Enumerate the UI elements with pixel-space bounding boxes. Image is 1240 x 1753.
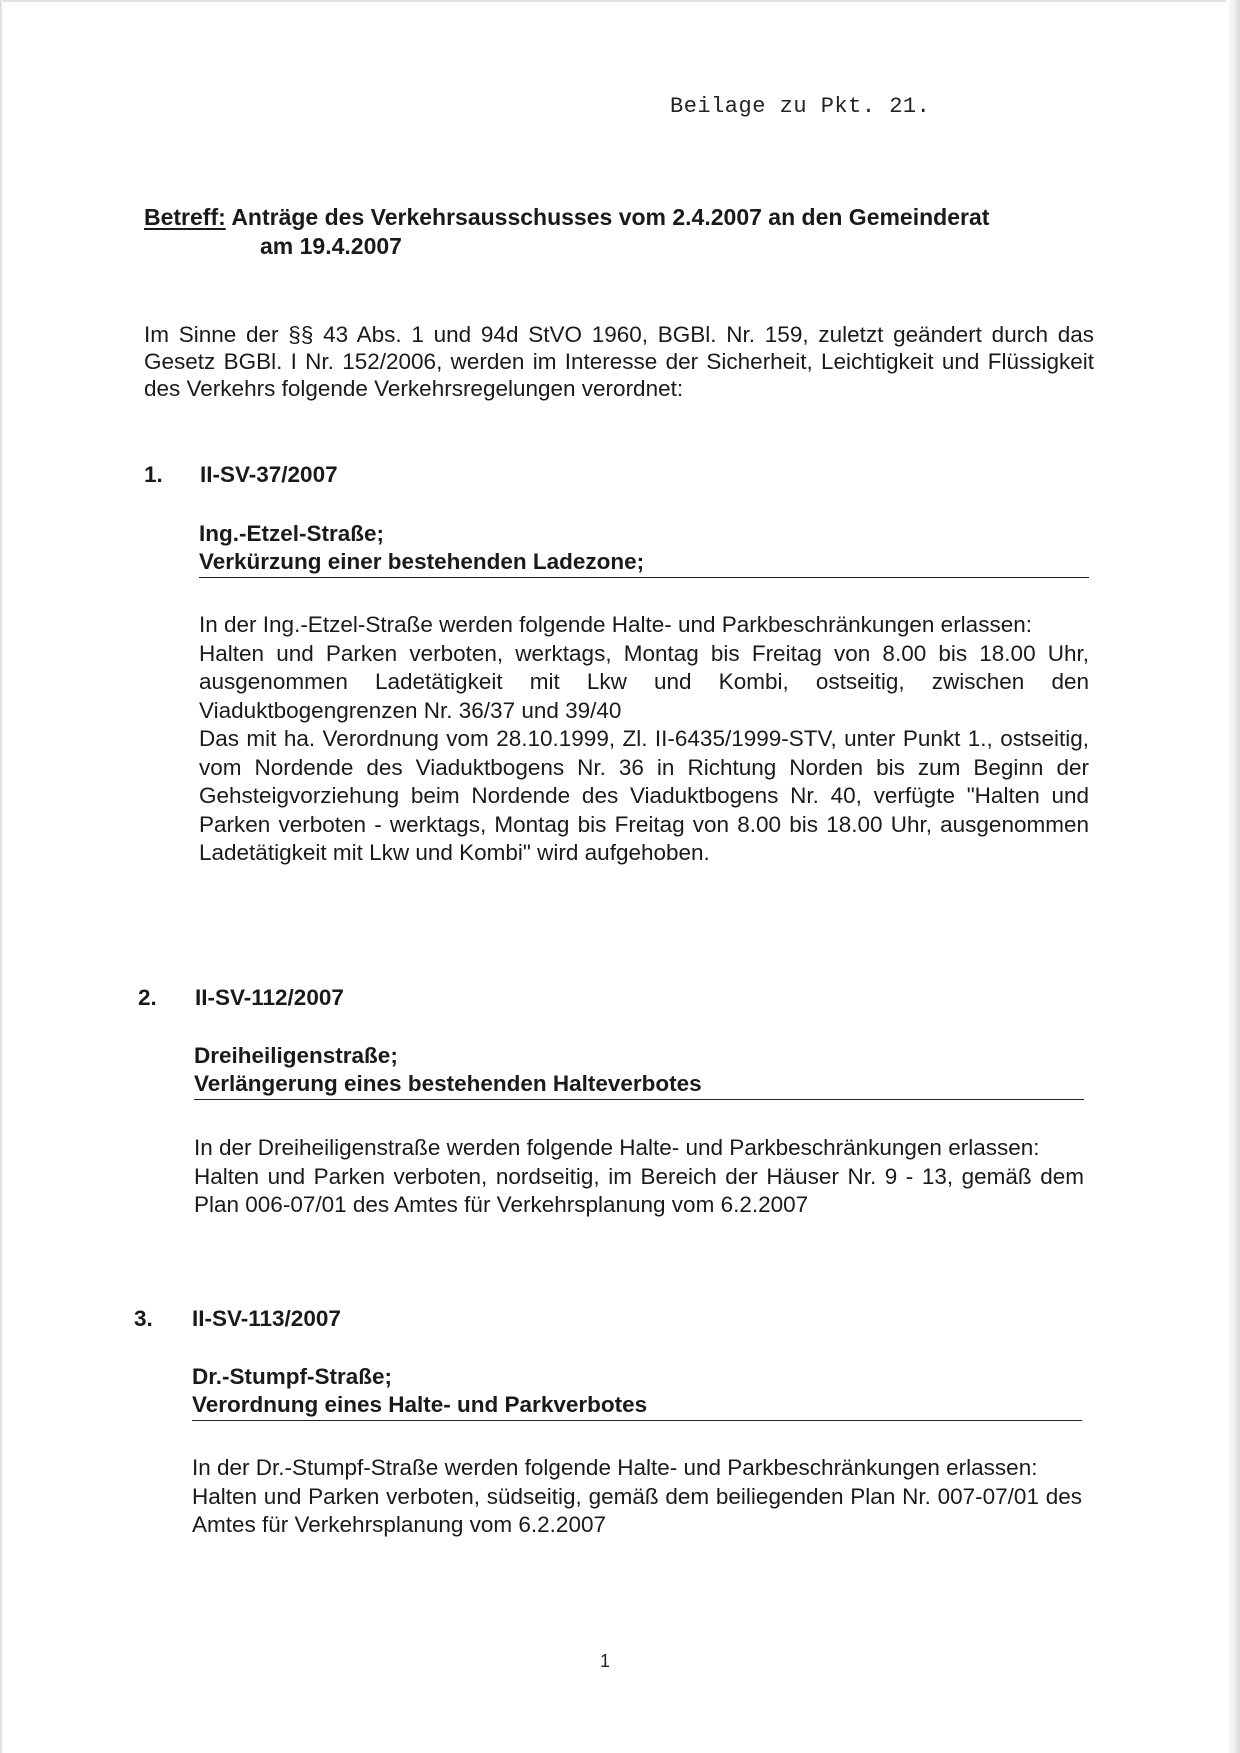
- item-1-title: [199, 520, 1089, 578]
- item-3-title: [192, 1363, 1082, 1421]
- item-2-paragraph: In der Dreiheiligenstraße werden folgende Halte- und Parkbeschränkungen erlassen:: [194, 1135, 1040, 1160]
- item-1-paragraph: Das mit ha. Verordnung vom 28.10.1999, Zl. II-6435/1999-STV, unter Punkt 1., ostseitig, vom Nordende des Viaduktbogens Nr. 36 in Richtung Norden bis zum Beginn der Gehsteigvorziehung beim Nordende des Viaduktbogens Nr. 40, verfügte "Halten und Parken verboten - werktags, Montag bis Freitag von 8.00 bis 18.00 Uhr, ausgenommen Ladetätigkeit mit Lkw und Kombi" wird aufgehoben.: [199, 726, 1089, 865]
- subject-line-2: am 19.4.2007: [260, 233, 402, 259]
- item-2-title: [194, 1042, 1084, 1100]
- item-2-subject: Verlängerung eines bestehenden Halteverbotes: [194, 1071, 702, 1096]
- item-3-paragraph: In der Dr.-Stumpf-Straße werden folgende Halte- und Parkbeschränkungen erlassen:: [192, 1455, 1038, 1480]
- item-3-number: 3.: [134, 1306, 153, 1331]
- item-3-paragraph: Halten und Parken verboten, südseitig, gemäß dem beiliegenden Plan Nr. 007-07/01 des Amtes für Verkehrsplanung vom 6.2.2007: [192, 1483, 1082, 1537]
- item-2-paragraph: Halten und Parken verboten, nordseitig, im Bereich der Häuser Nr. 9 - 13, gemäß dem Plan 006-07/01 des Amtes für Verkehrsplanung vom 6.2.2007: [194, 1163, 1084, 1217]
- item-1-paragraph: Halten und Parken verboten, werktags, Montag bis Freitag von 8.00 bis 18.00 Uhr, ausgenommen Ladetätigkeit mit Lkw und Kombi, ostseitig, zwischen den Viaduktbogengrenzen Nr. 36/37 und 39/40: [199, 640, 1089, 723]
- item-1-number: 1.: [144, 462, 163, 487]
- item-2-street: Dreiheiligenstraße;: [194, 1043, 398, 1068]
- subject-line-1: [144, 203, 1104, 232]
- item-3-street: Dr.-Stumpf-Straße;: [192, 1364, 393, 1389]
- item-2-number: 2.: [138, 985, 157, 1010]
- item-3-body: [192, 1454, 1082, 1540]
- item-1-street: Ing.-Etzel-Straße;: [199, 521, 385, 546]
- subject-heading: [144, 203, 1104, 261]
- item-1-reference: II-SV-37/2007: [200, 462, 338, 487]
- subject-label: Betreff:: [144, 204, 226, 230]
- intro-paragraph: Im Sinne der §§ 43 Abs. 1 und 94d StVO 1960, BGBl. Nr. 159, zuletzt geändert durch das Gesetz BGBl. I Nr. 152/2006, werden im Interesse der Sicherheit, Leichtigkeit und Flüssigkeit des Verkehrs folgende Verkehrsregelungen verordnet:: [144, 322, 1094, 401]
- item-2-reference: II-SV-112/2007: [195, 985, 344, 1010]
- subject-text: Anträge des Verkehrsausschusses vom 2.4.2007 an den Gemeinderat: [225, 204, 990, 230]
- item-3-subject: Verordnung eines Halte- und Parkverbotes: [192, 1392, 648, 1417]
- scan-edge-top: [0, 0, 1240, 2]
- scan-edge-left: [0, 0, 3, 1753]
- item-2-body: [194, 1134, 1084, 1220]
- page-number: 1: [600, 1651, 611, 1671]
- item-1-body: [199, 611, 1089, 868]
- item-1-subject: Verkürzung einer bestehenden Ladezone;: [199, 549, 645, 574]
- attachment-reference: Beilage zu Pkt. 21.: [670, 94, 931, 119]
- scan-edge-right: [1226, 0, 1240, 1753]
- item-3-reference: II-SV-113/2007: [192, 1306, 341, 1331]
- item-1-paragraph: In der Ing.-Etzel-Straße werden folgende Halte- und Parkbeschränkungen erlassen:: [199, 612, 1032, 637]
